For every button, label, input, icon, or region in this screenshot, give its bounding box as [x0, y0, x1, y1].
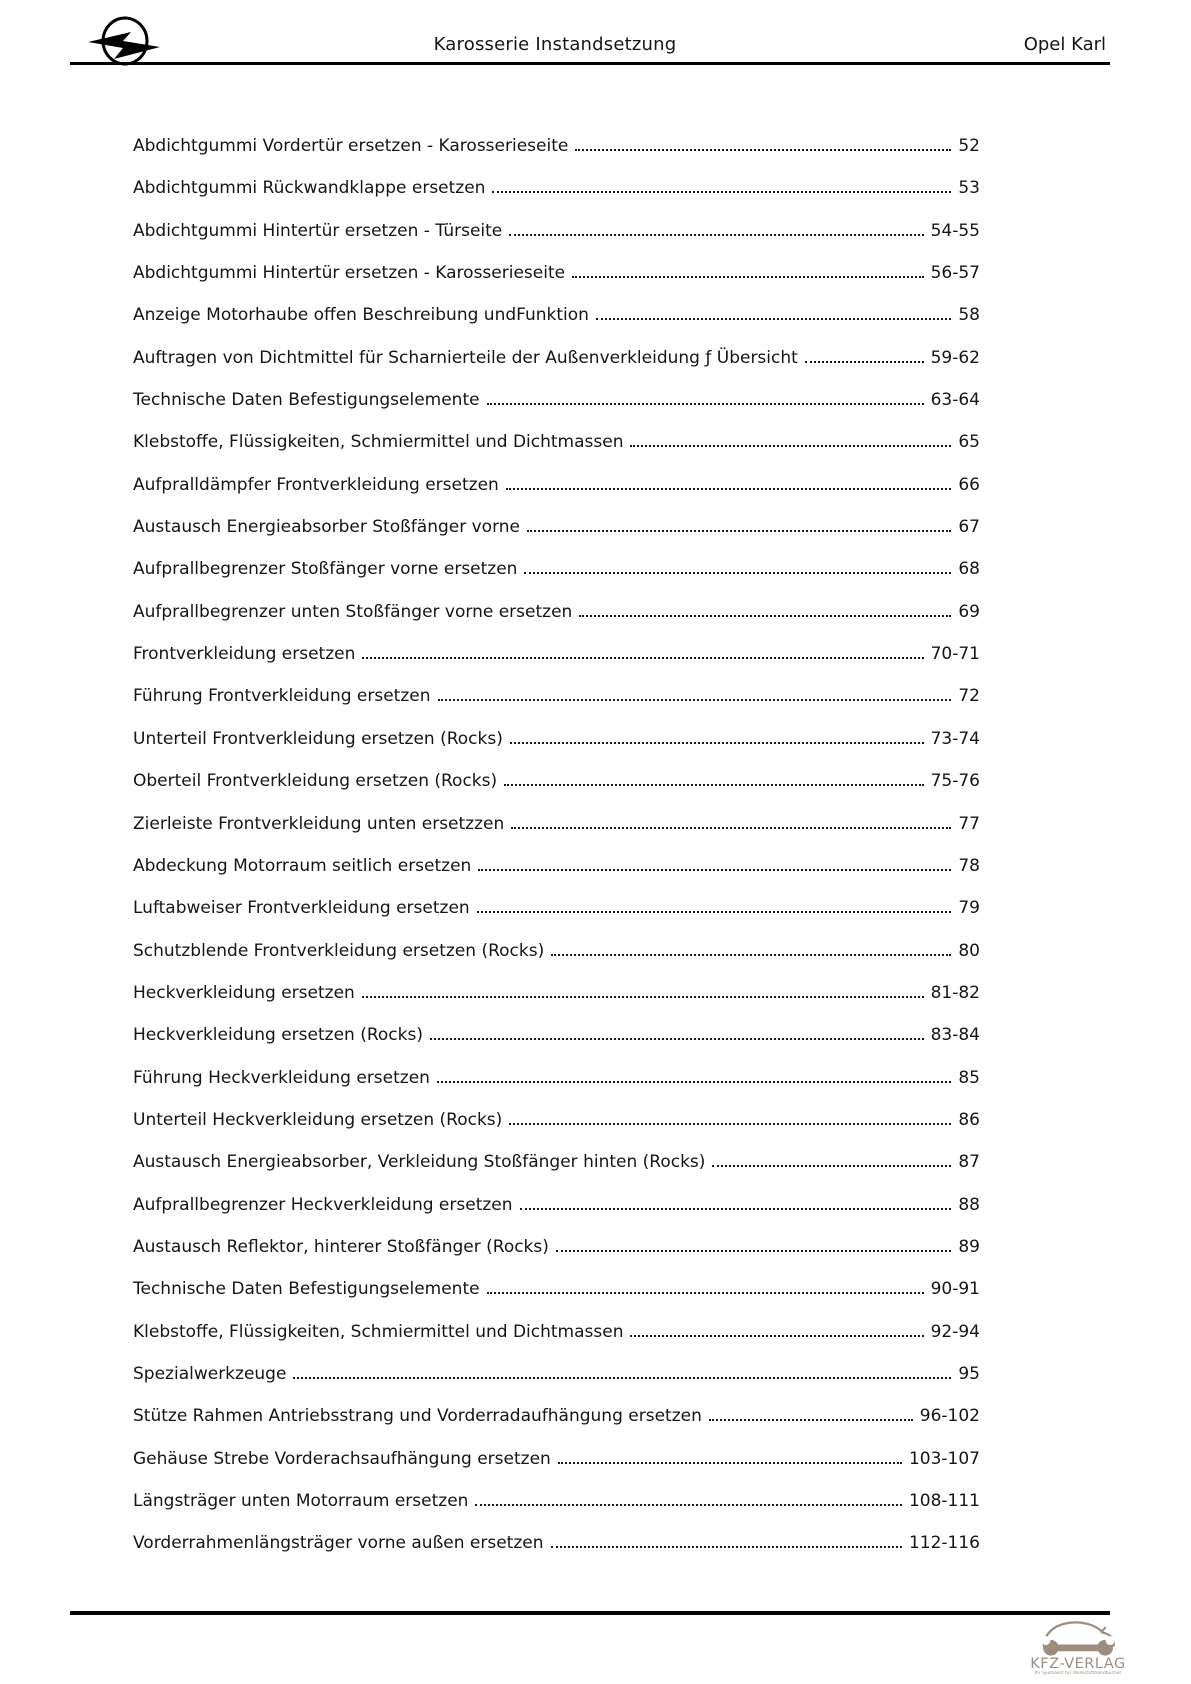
- dotted-leader: [478, 869, 951, 871]
- toc-entry-title: Zierleiste Frontverkleidung unten ersetzzen: [133, 813, 505, 834]
- toc-entry-title: Technische Daten Befestigungselemente: [133, 1279, 480, 1300]
- toc-entry[interactable]: [133, 379, 980, 421]
- toc-entry-title: Austausch Reflektor, hinterer Stoßfänger (Rocks): [133, 1236, 549, 1257]
- toc-entry[interactable]: [133, 337, 980, 379]
- toc-entry[interactable]: [133, 887, 980, 929]
- toc-entry-title: Luftabweiser Frontverkleidung ersetzen: [133, 898, 470, 919]
- dotted-leader: [477, 911, 952, 913]
- car-wrench-icon: [1026, 1617, 1130, 1657]
- dotted-leader: [437, 1081, 951, 1083]
- toc-entry-page: 81-82: [930, 982, 980, 1003]
- dotted-leader: [527, 530, 951, 532]
- kfz-verlag-logo: [1022, 1617, 1134, 1677]
- dotted-leader: [506, 488, 952, 490]
- dotted-leader: [551, 1546, 902, 1548]
- toc-entry-title: Stütze Rahmen Antriebsstrang und Vorderradaufhängung ersetzen: [133, 1406, 702, 1427]
- toc-entry-title: Abdichtgummi Rückwandklappe ersetzen: [133, 178, 486, 199]
- toc-entry[interactable]: [133, 1141, 980, 1183]
- toc-entry-title: Klebstoffe, Flüssigkeiten, Schmiermittel und Dichtmassen: [133, 432, 624, 453]
- toc-entry[interactable]: [133, 125, 980, 167]
- toc-entry-title: Schutzblende Frontverkleidung ersetzen (Rocks): [133, 940, 545, 961]
- toc-entry-title: Führung Frontverkleidung ersetzen: [133, 686, 431, 707]
- toc-entry-page: 73-74: [930, 728, 980, 749]
- toc-entry-title: Unterteil Frontverkleidung ersetzen (Rocks): [133, 728, 503, 749]
- toc-entry-page: 85: [958, 1067, 980, 1088]
- toc-entry-page: 59-62: [930, 347, 980, 368]
- toc-entry-page: 80: [958, 940, 980, 961]
- dotted-leader: [362, 657, 923, 659]
- dotted-leader: [430, 1038, 924, 1040]
- toc-entry-title: Längsträger unten Motorraum ersetzen: [133, 1491, 469, 1511]
- toc-entry-title: Austausch Energieabsorber Stoßfänger vorne: [133, 517, 521, 538]
- toc-entry-page: 75-76: [930, 771, 980, 792]
- table-of-contents: [133, 125, 980, 1565]
- toc-entry[interactable]: [133, 760, 980, 802]
- toc-entry-page: 108-111: [908, 1491, 980, 1511]
- toc-entry-page: 52: [958, 136, 980, 156]
- toc-entry-title: Spezialwerkzeuge: [133, 1363, 287, 1384]
- toc-entry-title: Abdichtgummi Hintertür ersetzen - Türseite: [133, 220, 503, 241]
- toc-entry-title: Klebstoffe, Flüssigkeiten, Schmiermittel und Dichtmassen: [133, 1321, 624, 1342]
- dotted-leader: [438, 699, 952, 701]
- toc-entry-page: 112-116: [908, 1533, 980, 1554]
- toc-entry[interactable]: [133, 845, 980, 887]
- toc-entry[interactable]: [133, 210, 980, 252]
- toc-entry[interactable]: [133, 1226, 980, 1268]
- toc-entry[interactable]: [133, 1480, 980, 1522]
- toc-entry-title: Gehäuse Strebe Vorderachsaufhängung ersetzen: [133, 1448, 551, 1469]
- dotted-leader: [630, 445, 951, 447]
- kfz-verlag-wordmark: KFZ-VERLAG: [1030, 1656, 1126, 1672]
- toc-entry[interactable]: [133, 591, 980, 633]
- dotted-leader: [556, 1250, 951, 1252]
- dotted-leader: [551, 954, 951, 956]
- toc-entry[interactable]: [133, 1311, 980, 1353]
- toc-entry-page: 90-91: [930, 1279, 980, 1300]
- toc-entry-page: 69: [958, 601, 980, 622]
- header-title: Karosserie Instandsetzung: [433, 34, 677, 55]
- toc-entry[interactable]: [133, 1395, 980, 1437]
- dotted-leader: [510, 742, 924, 744]
- dotted-leader: [805, 361, 924, 363]
- footer-divider: [70, 1611, 1110, 1615]
- toc-entry[interactable]: [133, 421, 980, 463]
- dotted-leader: [487, 1292, 924, 1294]
- toc-entry-title: Aufprallbegrenzer Heckverkleidung ersetzen: [133, 1194, 513, 1215]
- dotted-leader: [596, 318, 951, 320]
- toc-entry-title: Heckverkleidung ersetzen (Rocks): [133, 1025, 423, 1046]
- toc-entry[interactable]: [133, 1353, 980, 1395]
- toc-entry-page: 92-94: [930, 1321, 980, 1342]
- header-model-name: Opel Karl: [1023, 34, 1106, 55]
- toc-entry-title: Aufprallbegrenzer Stoßfänger vorne ersetzen: [133, 559, 518, 580]
- toc-entry-page: 87: [958, 1152, 980, 1173]
- toc-entry-page: 53: [958, 178, 980, 199]
- toc-entry[interactable]: [133, 548, 980, 590]
- toc-entry-title: Aufpralldämpfer Frontverkleidung ersetzen: [133, 474, 499, 495]
- toc-entry-page: 95: [958, 1363, 980, 1384]
- toc-entry[interactable]: [133, 1014, 980, 1056]
- toc-entry-page: 77: [958, 813, 980, 834]
- toc-entry-page: 88: [958, 1194, 980, 1215]
- toc-entry-page: 66: [958, 474, 980, 495]
- dotted-leader: [509, 234, 923, 236]
- toc-entry-title: Unterteil Heckverkleidung ersetzen (Rocks): [133, 1109, 503, 1130]
- toc-entry[interactable]: [133, 1438, 980, 1480]
- toc-entry-title: Abdeckung Motorraum seitlich ersetzen: [133, 855, 472, 876]
- dotted-leader: [709, 1419, 913, 1421]
- dotted-leader: [475, 1504, 902, 1506]
- dotted-leader: [362, 996, 924, 998]
- dotted-leader: [509, 1123, 951, 1125]
- toc-entry-title: Oberteil Frontverkleidung ersetzen (Rocks): [133, 771, 498, 792]
- toc-entry-title: Austausch Energieabsorber, Verkleidung Stoßfänger hinten (Rocks): [133, 1152, 706, 1173]
- dotted-leader: [630, 1335, 923, 1337]
- toc-entry-title: Abdichtgummi Hintertür ersetzen - Karosserieseite: [133, 263, 566, 284]
- toc-entry[interactable]: [133, 633, 980, 675]
- toc-entry-title: Auftragen von Dichtmittel für Scharnierteile der Außenverkleidung ƒ Übersicht: [133, 347, 798, 368]
- toc-entry[interactable]: [133, 1268, 980, 1310]
- toc-entry-page: 63-64: [930, 390, 980, 411]
- toc-entry-page: 83-84: [930, 1025, 980, 1046]
- toc-entry-page: 56-57: [930, 263, 980, 284]
- toc-entry-page: 65: [958, 432, 980, 453]
- dotted-leader: [712, 1165, 951, 1167]
- toc-entry-page: 54-55: [930, 220, 980, 241]
- toc-entry-page: 58: [958, 305, 980, 326]
- toc-entry[interactable]: [133, 464, 980, 506]
- dotted-leader: [487, 403, 924, 405]
- toc-entry-title: Heckverkleidung ersetzen: [133, 982, 355, 1003]
- toc-entry-page: 89: [958, 1236, 980, 1257]
- toc-entry-title: Aufprallbegrenzer unten Stoßfänger vorne ersetzen: [133, 601, 573, 622]
- toc-entry-title: Frontverkleidung ersetzen: [133, 644, 356, 665]
- toc-entry[interactable]: [133, 675, 980, 717]
- header-divider: [70, 62, 1110, 65]
- dotted-leader: [492, 191, 951, 193]
- toc-entry[interactable]: [133, 803, 980, 845]
- toc-entry[interactable]: [133, 1057, 980, 1099]
- toc-entry[interactable]: [133, 718, 980, 760]
- toc-entry-page: 67: [958, 517, 980, 538]
- toc-entry-page: 79: [958, 898, 980, 919]
- toc-entry-title: Anzeige Motorhaube offen Beschreibung undFunktion: [133, 305, 589, 326]
- toc-entry-page: 70-71: [930, 644, 980, 665]
- dotted-leader: [520, 1208, 952, 1210]
- dotted-leader: [511, 827, 951, 829]
- toc-entry[interactable]: [133, 252, 980, 294]
- dotted-leader: [524, 572, 951, 574]
- toc-entry-page: 86: [958, 1109, 980, 1130]
- dotted-leader: [504, 784, 923, 786]
- dotted-leader: [575, 149, 951, 151]
- toc-entry[interactable]: [133, 930, 980, 972]
- toc-entry-title: Vorderrahmenlängsträger vorne außen ersetzen: [133, 1533, 544, 1554]
- toc-entry[interactable]: [133, 1522, 980, 1564]
- toc-entry-title: Technische Daten Befestigungselemente: [133, 390, 480, 411]
- toc-entry[interactable]: [133, 972, 980, 1014]
- dotted-leader: [572, 276, 924, 278]
- toc-entry[interactable]: [133, 167, 980, 209]
- toc-entry-title: Abdichtgummi Vordertür ersetzen - Karosserieseite: [133, 136, 569, 156]
- toc-entry-page: 78: [958, 855, 980, 876]
- toc-entry[interactable]: [133, 1099, 980, 1141]
- toc-entry[interactable]: [133, 294, 980, 336]
- toc-entry-page: 103-107: [908, 1448, 980, 1469]
- dotted-leader: [579, 615, 951, 617]
- toc-entry[interactable]: [133, 1184, 980, 1226]
- toc-entry-page: 96-102: [919, 1406, 980, 1427]
- toc-entry-title: Führung Heckverkleidung ersetzen: [133, 1067, 430, 1088]
- dotted-leader: [558, 1462, 902, 1464]
- toc-entry-page: 72: [958, 686, 980, 707]
- toc-entry[interactable]: [133, 506, 980, 548]
- toc-entry-page: 68: [958, 559, 980, 580]
- kfz-verlag-tagline: Ihr Spezialist für Werkstatthandbücher: [1034, 1671, 1122, 1676]
- dotted-leader: [293, 1377, 951, 1379]
